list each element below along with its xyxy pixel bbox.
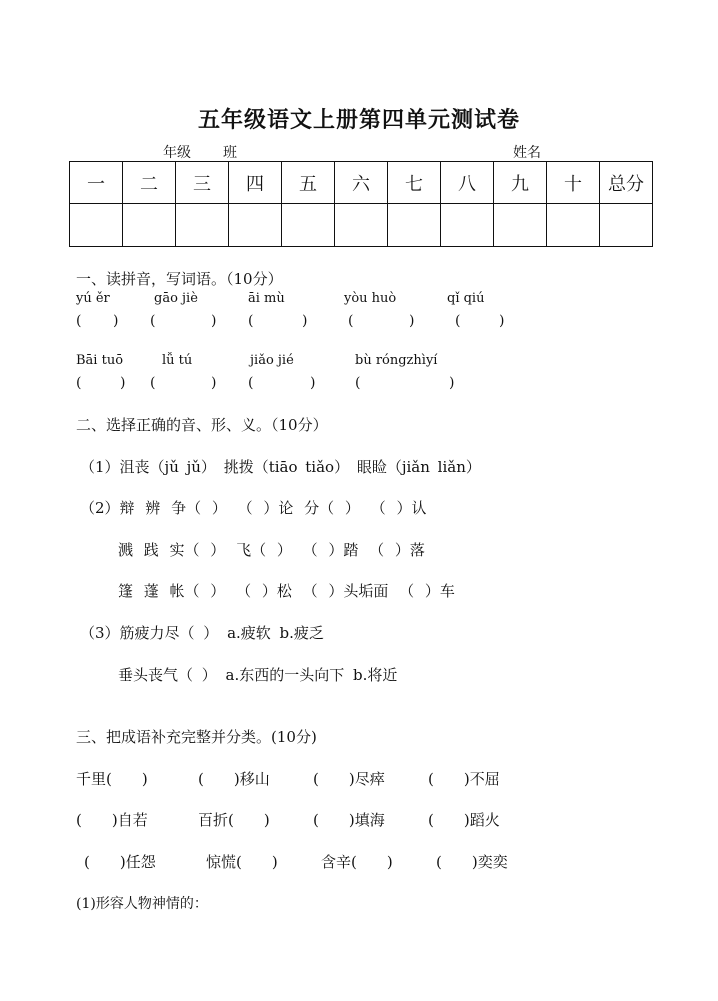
answer-paren-close: ) [302,313,308,329]
score-cell[interactable] [123,204,176,247]
score-col-7: 七 [388,162,441,204]
answer-paren-close: ) [120,375,126,391]
score-col-9: 九 [494,162,547,204]
idiom-4: ( )不屈 [428,770,500,788]
idiom-1: 千里( ) [76,770,148,788]
answer-paren-close: ) [499,313,505,329]
answer-paren-close: ) [113,313,119,329]
pinyin-4: yòu huò [344,291,397,306]
idiom-12: ( )奕奕 [436,853,508,871]
score-col-6: 六 [335,162,388,204]
score-cell[interactable] [600,204,653,247]
class-label: 班 [223,145,237,161]
pinyin-3: āi mù [248,291,285,306]
answer-paren-close: ) [211,375,217,391]
score-cell[interactable] [176,204,229,247]
score-cell[interactable] [494,204,547,247]
answer-paren-close: ) [409,313,415,329]
score-cell[interactable] [441,204,494,247]
idiom-11: 含辛( ) [321,853,393,871]
answer-paren-close: ) [449,375,455,391]
idiom-6: 百折( ) [198,811,270,829]
section2-q2-line1: （2）辩 辨 争（ ） （ ）论 分（ ） （ ）认 [80,499,427,517]
answer-paren-open: ( [355,375,361,391]
section2-q2-line3: 篷 蓬 帐（ ） （ ）松 （ ）头垢面 （ ）车 [118,582,455,600]
answer-paren-open: ( [248,375,254,391]
score-col-10: 十 [547,162,600,204]
idiom-5: ( )自若 [76,811,148,829]
idiom-2: ( )移山 [198,770,270,788]
section3-sub1: (1)形容人物神情的： [76,896,208,912]
answer-paren-open: ( [455,313,461,329]
grade-blank[interactable] [121,147,163,162]
score-table-score-row [70,204,653,247]
score-cell[interactable] [388,204,441,247]
idiom-8: ( )蹈火 [428,811,500,829]
score-cell[interactable] [229,204,282,247]
pinyin-7: lǚ tú [162,353,193,368]
class-blank[interactable] [191,147,223,162]
idiom-7: ( )填海 [313,811,385,829]
grade-label: 年级 [163,145,191,161]
answer-paren-open: ( [76,375,82,391]
score-col-8: 八 [441,162,494,204]
name-line [513,142,603,162]
answer-paren-open: ( [348,313,354,329]
section3-heading: 三、把成语补充完整并分类。(10分) [76,728,317,746]
answer-paren-open: ( [248,313,254,329]
pinyin-5: qǐ qiú [447,291,485,306]
grade-class-line [121,142,237,162]
section1-heading: 一、读拼音，写词语。（10分） [76,270,283,288]
score-table-header-row [70,162,653,204]
idiom-9: ( )任怨 [84,853,156,871]
score-cell[interactable] [335,204,388,247]
page-title: 五年级语文上册第四单元测试卷 [197,107,520,133]
score-table [69,161,653,247]
name-label: 姓名 [513,145,541,161]
score-cell[interactable] [547,204,600,247]
answer-paren-open: ( [76,313,82,329]
answer-paren-close: ) [211,313,217,329]
answer-paren-open: ( [150,375,156,391]
name-blank[interactable] [541,147,603,162]
pinyin-2: gāo jiè [154,291,198,306]
pinyin-6: Bāi tuō [76,353,124,368]
answer-paren-close: ) [310,375,316,391]
section2-q3-line1: （3）筋疲力尽（ ） a.疲软 b.疲乏 [80,624,324,642]
pinyin-8: jiǎo jié [250,353,294,368]
pinyin-1: yú ěr [76,291,110,306]
idiom-10: 惊慌( ) [206,853,278,871]
score-col-2: 二 [123,162,176,204]
answer-paren-open: ( [150,313,156,329]
score-col-4: 四 [229,162,282,204]
section2-heading: 二、选择正确的音、形、义。（10分） [76,416,328,434]
idiom-3: ( )尽瘁 [313,770,385,788]
score-col-3: 三 [176,162,229,204]
pinyin-9: bù róngzhìyí [355,353,438,368]
score-col-5: 五 [282,162,335,204]
section2-q3-line2: 垂头丧气（ ） a.东西的一头向下 b.将近 [118,666,398,684]
score-col-1: 一 [70,162,123,204]
section2-q2-line2: 溅 践 实（ ） 飞（ ） （ ）踏 （ ）落 [118,541,425,559]
score-cell[interactable] [282,204,335,247]
score-cell[interactable] [70,204,123,247]
score-col-total: 总分 [600,162,653,204]
section2-q1: （1）沮丧（jǔ jǔ） 挑拨（tiāo tiǎo） 眼睑（jiǎn liǎn） [80,458,481,476]
